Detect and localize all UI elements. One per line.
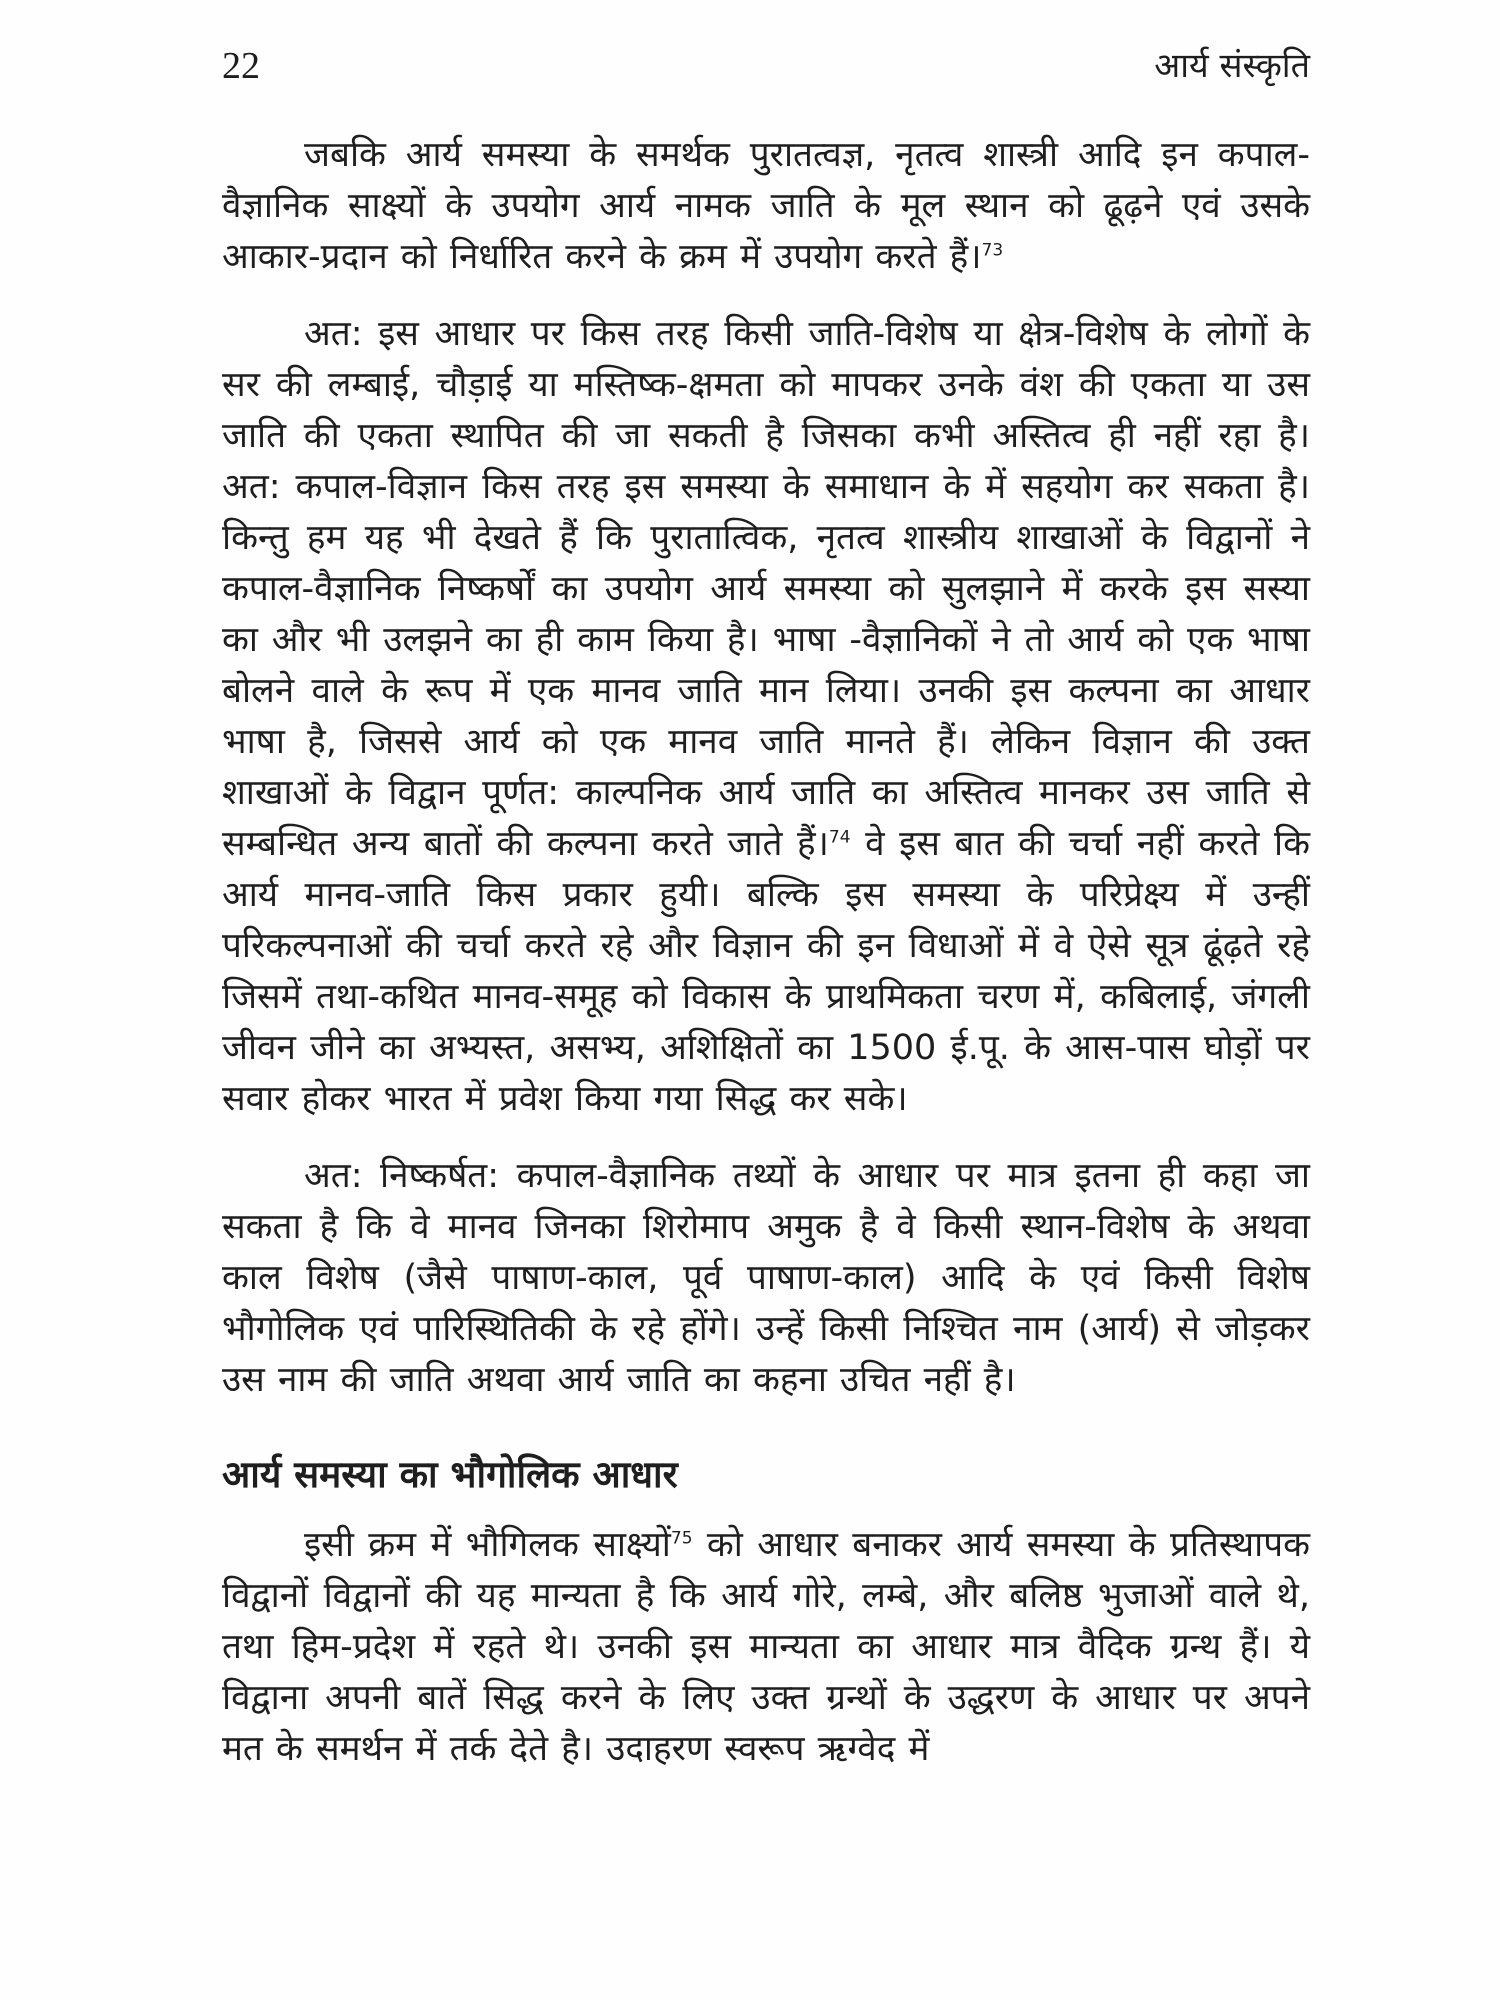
section-heading: आर्य समस्या का भौगोलिक आधार [222, 1453, 678, 1496]
section-paragraph-1 [222, 1520, 1310, 1775]
footnote-ref-75: 75 [670, 1528, 693, 1549]
paragraph-3 [222, 1151, 1310, 1406]
paragraph-3-text: अत: निष्कर्षत: कपाल-वैज्ञानिक तथ्यों के आधार पर मात्र इतना ही कहा जा सकता है कि वे मानव जिनका शिरोमाप अमुक है वे किसी स्थान-विशेष के अथवा काल विशेष (जैसे पाषाण-काल, पूर्व पाषाण-काल) आदि के एवं किसी विशेष भौगोलिक एवं पारिस्थितिकी के रहे होंगे। उन्हें किसी निश्चित नाम (आर्य) से जोड़कर उस नाम की जाति अथवा आर्य जाति का कहना उचित नहीं है। [222, 1156, 1310, 1400]
page-header [222, 36, 1310, 96]
paragraph-1 [222, 130, 1310, 283]
page-number: 22 [222, 45, 260, 87]
footnote-ref-73: 73 [981, 240, 1004, 261]
section-paragraph-1-text-part-1: इसी क्रम में भौगिलक साक्ष्यों [304, 1525, 671, 1565]
paragraph-2-text-part-2: वे इस बात की चर्चा नहीं करते कि आर्य मानव-जाति किस प्रकार हुयी। बल्कि इस समस्या के परिप्रेक्ष्य में उन्हीं परिकल्पनाओं की चर्चा करते रहे और विज्ञान की इन विधाओं में वे ऐसे सूत्र ढूंढ़ते रहे जिसमें तथा-कथित मानव-समूह को विकास के प्राथमिकता चरण में, कबिलाई, जंगली जीवन जीने का अभ्यस्त, असभ्य, अशिक्षितों का 1500 ई.पू. के आस-पास घोड़ों पर सवार होकर भारत में प्रवेश किया गया सिद्ध कर सके। [222, 824, 1311, 1119]
paragraph-2-text-part-1: अत: इस आधार पर किस तरह किसी जाति-विशेष या क्षेत्र-विशेष के लोगों के सर की लम्बाई, चौड़ाई या मस्तिष्क-क्षमता को मापकर उनके वंश की एकता या उस जाति की एकता स्थापित की जा सकती है जिसका कभी अस्तित्व ही नहीं रहा है। अत: कपाल-विज्ञान किस तरह इस समस्या के समाधान के में सहयोग कर सकता है। किन्तु हम यह भी देखते हैं कि पुरातात्विक, नृतत्व शास्त्रीय शाखाओं के विद्वानों ने कपाल-वैज्ञानिक निष्कर्षों का उपयोग आर्य समस्या को सुलझाने में करके इस सस्या का और भी उलझने का ही काम किया है। भाषा -वैज्ञानिकों ने तो आर्य को एक भाषा बोलने वाले के रूप में एक मानव जाति मान लिया। उनकी इस कल्पना का आधार भाषा है, जिससे आर्य को एक मानव जाति मानते हैं। लेकिन विज्ञान की उक्त शाखाओं के विद्वान पूर्णत: काल्पनिक आर्य जाति का अस्तित्व मानकर उस जाति से सम्बन्धित अन्य बातों की कल्पना करते जाते हैं। [222, 314, 1310, 864]
section-paragraph-1-text-part-2: को आधार बनाकर आर्य समस्या के प्रतिस्थापक विद्वानों विद्वानों की यह मान्यता है कि आर्य गोरे, लम्बे, और बलिष्ठ भुजाओं वाले थे, तथा हिम-प्रदेश में रहते थे। उनकी इस मान्यता का आधार मात्र वैदिक ग्रन्थ हैं। ये विद्वाना अपनी बातें सिद्ध करने के लिए उक्त ग्रन्थों के उद्धरण के आधार पर अपने मत के समर्थन में तर्क देते है। उदाहरण स्वरूप ऋग्वेद में [222, 1525, 1310, 1769]
page-body [222, 130, 1310, 1801]
running-title: आर्य संस्कृति [1154, 46, 1310, 86]
paragraph-1-text: जबकि आर्य समस्या के समर्थक पुरातत्वज्ञ, नृतत्व शास्त्री आदि इन कपाल-वैज्ञानिक साक्ष्यों के उपयोग आर्य नामक जाति के मूल स्थान को ढूढ़ने एवं उसके आकार-प्रदान को निर्धारित करने के क्रम में उपयोग करते हैं। [222, 135, 1310, 277]
footnote-ref-74: 74 [828, 827, 851, 848]
paragraph-2 [222, 309, 1310, 1125]
